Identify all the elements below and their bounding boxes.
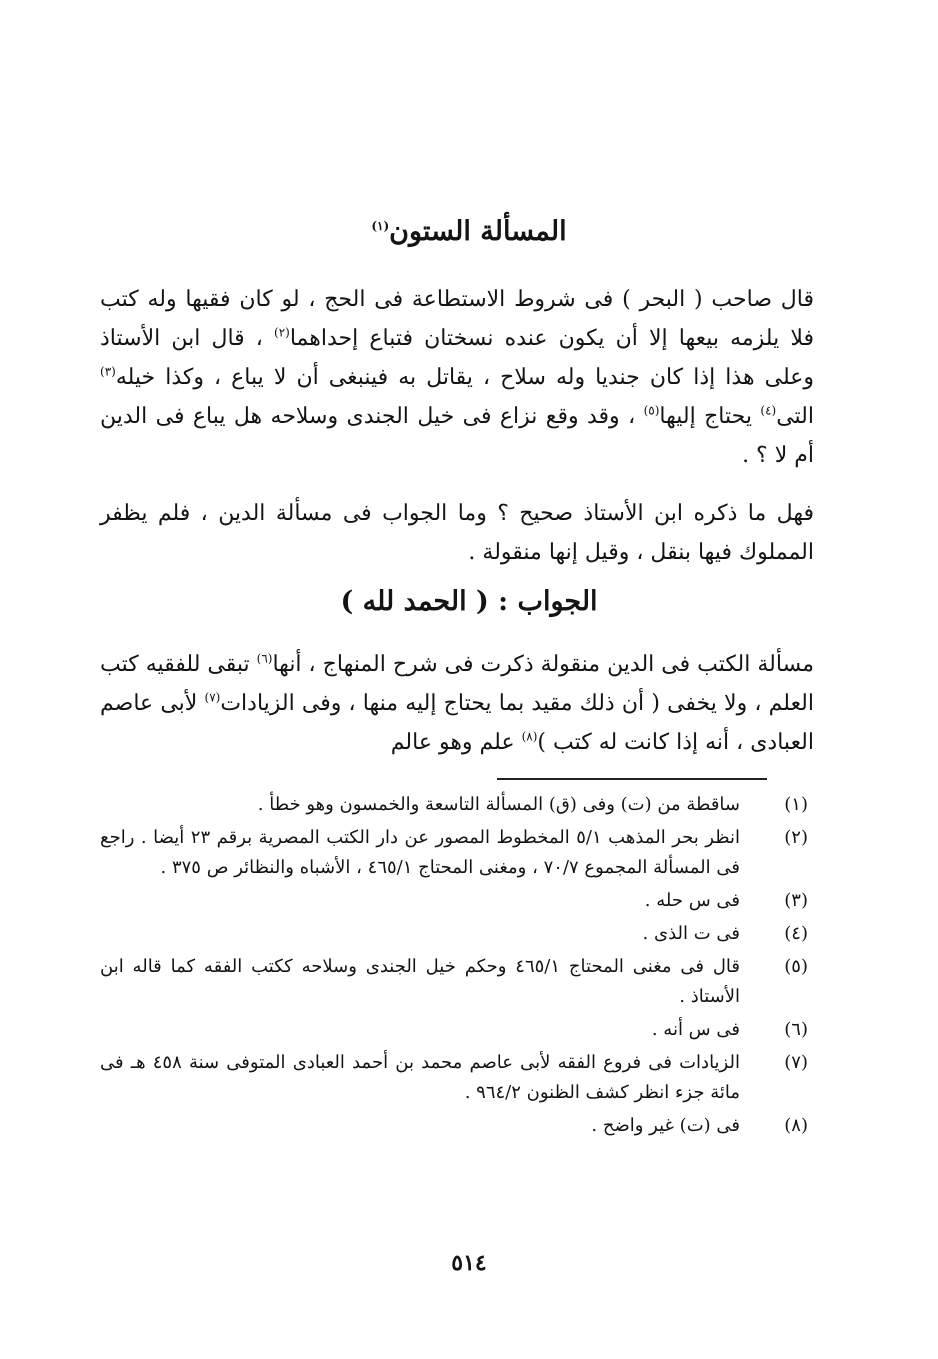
paragraph-text: علم وهو عالم xyxy=(390,730,522,755)
footnote-text: فى (ت) غير واضح . xyxy=(591,1115,740,1136)
paragraph-text: مسألة الكتب فى الدين منقولة ذكرت فى شرح المنهاج ، أنها xyxy=(272,652,814,677)
footnote-ref: (٣) xyxy=(100,364,116,379)
footnote-item xyxy=(100,1111,808,1141)
footnote-item xyxy=(100,952,808,1012)
footnote-ref: (٥) xyxy=(643,403,660,418)
footnote-ref: (١) xyxy=(371,219,390,233)
paragraph-text: تبقى للفقيه كتب العلم ، ولا يخفى ( أن ذلك مقيد بما يحتاج إليه منها ، وفى الزيادات xyxy=(100,652,814,716)
footnote-item xyxy=(100,1015,808,1045)
footnote-text: انظر بحر المذهب ٥/١ المخطوط المصور عن دار الكتب المصرية برقم ٢٣ أيضا . راجع فى المسألة المجموع ٧٠/٧ ، ومغنى المحتاج ٤٦٥/١ ، الأشباه والنظائر ص ٣٧٥ . xyxy=(100,827,740,878)
footnote-item xyxy=(100,790,808,820)
footnote-text: فى س حله . xyxy=(644,890,740,911)
footnote-ref: (٧) xyxy=(204,690,221,705)
footnote-text: فى ت الذى . xyxy=(642,923,740,944)
footnote-divider xyxy=(497,778,767,780)
paragraph-text: يحتاج إليها xyxy=(659,404,761,429)
footnote-number: (٢) xyxy=(784,827,808,848)
footnote-item xyxy=(100,919,808,949)
footnote-text: الزيادات فى فروع الفقه لأبى عاصم محمد بن أحمد العبادى المتوفى سنة ٤٥٨ هـ فى مائة جزء انظر كشف الظنون ٩٦٤/٢ . xyxy=(100,1052,740,1103)
paragraph-text: لأبى عاصم العبادى ، أنه إذا كانت له كتب ) xyxy=(100,691,814,755)
footnote-ref: (٤) xyxy=(760,403,777,418)
footnote-number: (٧) xyxy=(784,1052,808,1073)
footnote-number: (٨) xyxy=(784,1115,808,1136)
footnote-text: قال فى مغنى المحتاج ٤٦٥/١ وحكم خيل الجندى وسلاحه ككتب الفقه كما قاله ابن الأستاذ . xyxy=(100,956,740,1007)
question-paragraph xyxy=(100,280,814,480)
footnote-text: فى س أنه . xyxy=(651,1019,740,1040)
footnote-ref: (٦) xyxy=(256,651,273,666)
footnote-ref: (٢) xyxy=(274,325,290,340)
footnote-item xyxy=(100,1048,808,1108)
footnote-number: (٤) xyxy=(784,923,808,944)
paragraph-text: التى xyxy=(776,404,814,429)
paragraph-text: فهل ما ذكره ابن الأستاذ صحيح ؟ وما الجواب فى مسألة الدين ، فلم يظفر المملوك فيها بنقل ، وقيل إنها منقولة . xyxy=(100,501,814,565)
footnote-text: ساقطة من (ت) وفى (ق) المسألة التاسعة والخمسون وهو خطأ . xyxy=(257,794,740,815)
footnotes-list xyxy=(100,790,808,1144)
footnote-number: (٦) xyxy=(784,1019,808,1040)
footnote-number: (٥) xyxy=(784,956,808,977)
footnote-number: (٣) xyxy=(784,890,808,911)
answer-paragraph xyxy=(100,645,814,765)
paragraph-text: ، قال ابن الأستاذ وعلى هذا إذا كان جنديا وله سلاح ، يقاتل به فينبغى أن لا يباع ، وكذا خيله xyxy=(100,326,814,390)
page-number: ٥١٤ xyxy=(451,1250,487,1276)
answer-heading: الجواب : ( الحمد لله ) xyxy=(340,586,598,617)
footnote-item xyxy=(100,823,808,883)
footnote-item xyxy=(100,886,808,916)
chapter-title-text: المسألة الستون xyxy=(389,216,567,247)
paragraph-text: ، وقد وقع نزاع فى خيل الجندى وسلاحه هل يباع فى الدين أم لا ؟ . xyxy=(100,404,814,468)
footnote-ref: (٨) xyxy=(521,729,538,744)
footnote-number: (١) xyxy=(784,794,808,815)
paragraph-text: قال صاحب ( البحر ) فى شروط الاستطاعة فى الحج ، لو كان فقيها وله كتب فلا يلزمه بيعها إلا أن يكون عنده نسختان فتباع إحداهما xyxy=(100,287,814,351)
follow-up-paragraph xyxy=(100,494,814,574)
chapter-title xyxy=(100,212,838,252)
